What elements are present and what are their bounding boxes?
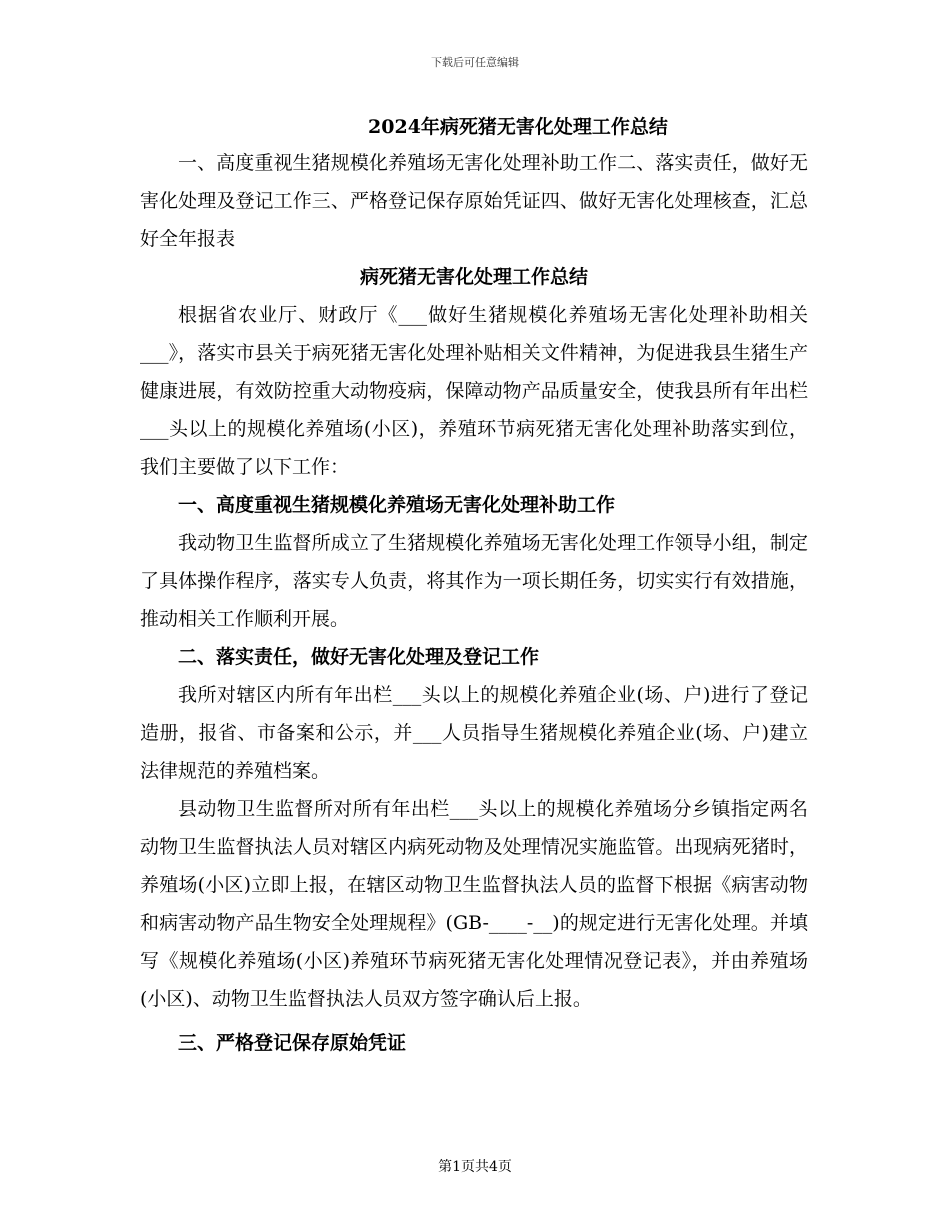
summary-paragraph: 一、高度重视生猪规模化养殖场无害化处理补助工作二、落实责任，做好无害化处理及登记工作三、严格登记保存原始凭证四、做好无害化处理核查，汇总好全年报表 [140,152,808,250]
intro-paragraph: 根据省农业厅、财政厅《___做好生猪规模化养殖场无害化处理补助相关___》，落实市县关于病死猪无害化处理补贴相关文件精神，为促进我县生猪生产健康进展，有效防控重大动物疫病，保障动物产品质量安全，使我县所有年出栏___头以上的规模化养殖场(小区)，养殖环节病死猪无害化处理补助落实到位，我们主要做了以下工作： [140,304,808,478]
section2-body-2: 县动物卫生监督所对所有年出栏___头以上的规模化养殖场分乡镇指定两名动物卫生监督执法人员对辖区内病死动物及处理情况实施监管。出现病死猪时，养殖场(小区)立即上报，在辖区动物卫生监督执法人员的监督下根据《病害动物和病害动物产品生物安全处理规程》(GB-____-__)的规定进行无害化处理。并填写《规模化养殖场(小区)养殖环节病死猪无害化处理情况登记表》，并由养殖场(小区)、动物卫生监督执法人员双方签字确认后上报。 [140,798,808,1010]
document-title: 2024年病死猪无害化处理工作总结 [368,116,668,138]
section2-heading: 二、落实责任，做好无害化处理及登记工作 [178,646,540,668]
section3-heading: 三、严格登记保存原始凭证 [178,1032,407,1054]
section2-body-1: 我所对辖区内所有年出栏___头以上的规模化养殖企业(场、户)进行了登记造册，报省、市备案和公示，并___人员指导生猪规模化养殖企业(场、户)建立法律规范的养殖档案。 [140,684,808,782]
section1-body: 我动物卫生监督所成立了生猪规模化养殖场无害化处理工作领导小组，制定了具体操作程序，落实专人负责，将其作为一项长期任务，切实实行有效措施，推动相关工作顺利开展。 [140,532,808,630]
section1-heading: 一、高度重视生猪规模化养殖场无害化处理补助工作 [178,494,616,516]
document-body [140,110,808,1062]
page-footer: 第1页共4页 [438,1159,512,1175]
header-note: 下载后可任意编辑 [431,56,519,69]
document-subtitle: 病死猪无害化处理工作总结 [359,266,588,288]
